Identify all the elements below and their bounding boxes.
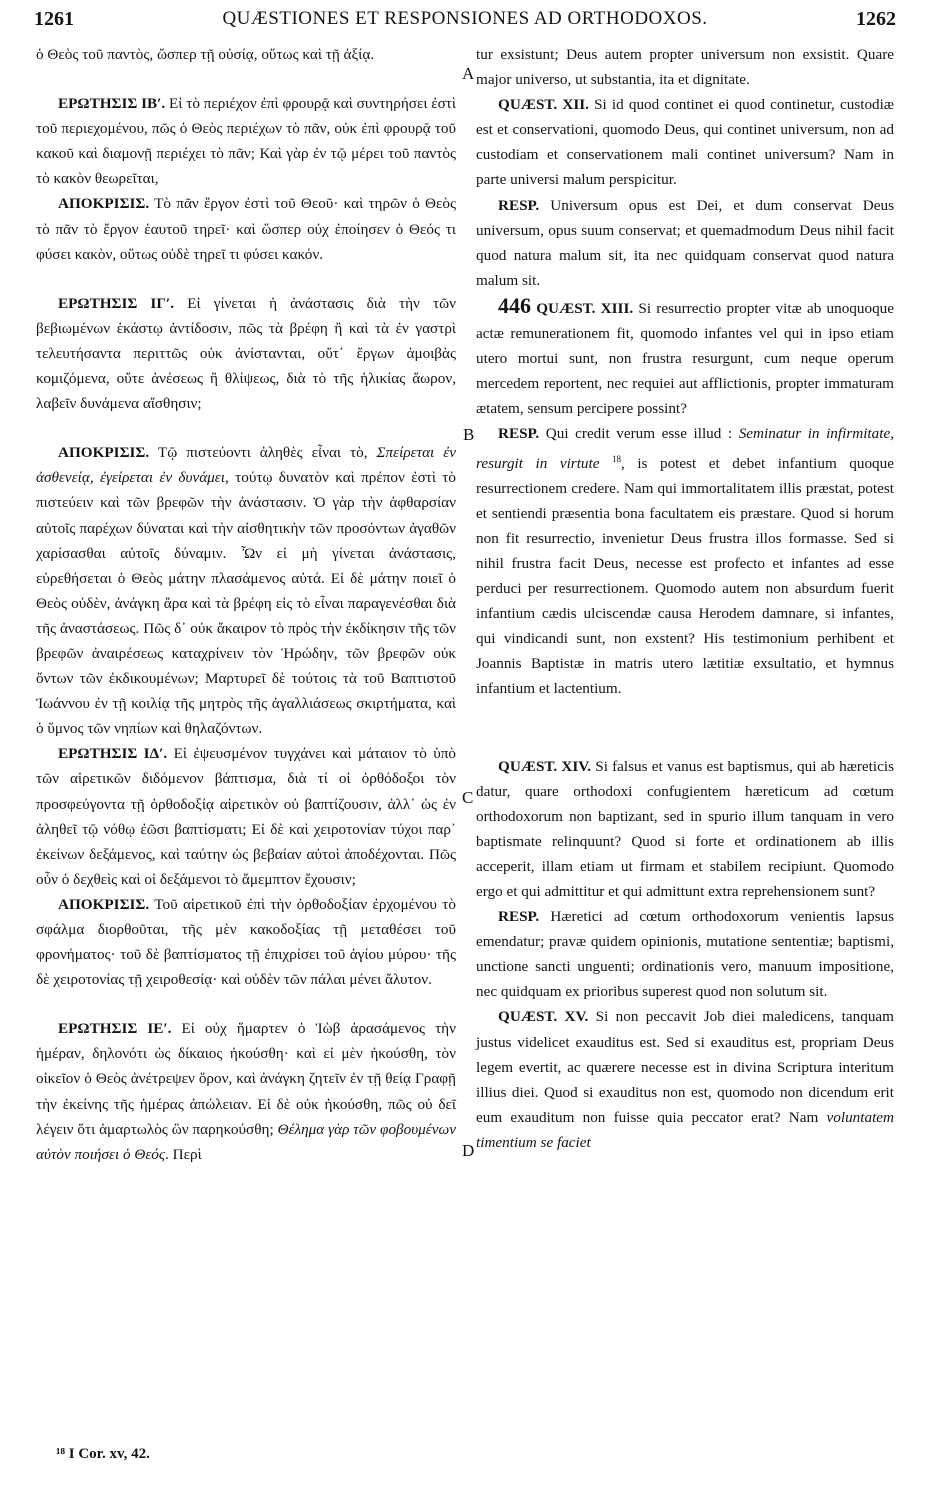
latin-question-13 [476, 293, 894, 421]
greek-text: ὁ Θεὸς τοῦ παντὸς, ὥσπερ τῇ οὐσίᾳ, οὕτως καὶ τῇ ἀξίᾳ. [36, 46, 375, 63]
latin-text: tur exsistunt; Deus autem propter universum non exsistit. Quare major universo, ut substantia, ita et dignitate. [476, 46, 894, 89]
answer-text: Universum opus est Dei, et dum conservat Deus universum, opus suum conservat; et quemadmodum Deus nihil facit quod natura malum sit, ita nec quidquam conservat quod natura malum sit. [476, 196, 894, 289]
latin-question-15 [476, 1004, 894, 1155]
greek-answer-14 [36, 892, 456, 992]
question-text: Si resurrectio propter vitæ ab unoquoque actæ remunerationem fit, quomodo infantes vel qui in ipso etiam utero mortui sunt, non frustra resurgunt, cum neque operum mercedem reportent, nec requiei aut afflictionis, propter immaturam ætatem, sensum percipere possint? [476, 299, 895, 418]
column-number: 446 [498, 292, 531, 318]
footnote-ref: 18 [612, 453, 622, 464]
answer-text: , τούτῳ δυνατὸν καὶ πρέπον ἐστὶ τὸ πιστεύειν καὶ τῶν βρεφῶν τὴν ἀνάστασιν. Ὁ γὰρ τὴν ἀφθαρσίαν αὐτοῖς παρέχων δύναται καὶ τὴν αἰσθητικὴν τῶν προσόντων ἀγαθῶν χαρίσασθαι αὐτοῖς δύναμιν. Ὧν εἰ μὴ γίνεται ἀνάστασις, εὑρεθήσεται ὁ Θεὸς μάτην πλασάμενος αὐτά. Εἰ δὲ μάτην ποιεῖ ὁ Θεὸς οὐδὲν, ἀνάγκη ἄρα καὶ τὰ βρέφη εἰς τὸ εἶναι παραγενέσθαι διὰ τῆς ἀναστάσεως. Πῶς δ᾽ οὐκ ἄκαιρον τὸ πρὸς τὴν ἐκδίκησιν τῆς τῶν βρεφῶν ἀναιρέσεως καταχρίνειν τὸν Ἡρώδην, τῶν βρεφῶν οὐκ ὄντων τῶν ἐκδικουμένων; Μαρτυρεῖ δὲ τούτοις τὰ τοῦ Βαπτιστοῦ Ἰωάννου ἐν τῇ κοιλίᾳ τῆς μητρὸς τῆς ἀγαλλιάσεως σκιρτήματα, καὶ ὁ ὕμνος τῶν νηπίων καὶ θηλαζόντων. [36, 469, 456, 738]
scripture-quote: Θέλημα γὰρ τῶν φοβουμένων αὐτὸν ποιήσει ὁ Θεός [36, 1120, 456, 1163]
question-text: Si id quod continet ei quod continetur, custodiæ est et conservationi, quomodo Deus, qui continet universum, non ad custodiam et conservationem mali continet universum? Nam in parte universi malum perspicitur. [476, 96, 894, 189]
answer-text: Τοῦ αἱρετικοῦ ἐπὶ τὴν ὀρθοδοξίαν ἐρχομένου τὸ σφάλμα διορθοῦται, τῆς μὲν κακοδοξίας τῇ μεταθέσει τοῦ φρονήματος· τοῦ δὲ βαπτίσματος τῇ ἐπιχρίσει τοῦ ἁγίου μύρου· τῆς δὲ χειροτονίας τῇ χειροθεσίᾳ· καὶ οὐδὲν τῶν πάλαι μένει ἄλυτον. [36, 895, 456, 989]
latin-question-12 [476, 92, 894, 192]
greek-answer-13 [36, 440, 456, 741]
greek-question-14 [36, 741, 456, 892]
question-text: Si non peccavit Job diei maledicens, tanquam justus videlicet exauditus est. Sed si exauditus est, propriam Deus legem evertit, ac quærere necesse est in divina Scriptura interitum illius diei. Quod si exauditus non est, quomodo non dicendum erit eum exauditum non fuisse quia peccator erat? Nam [476, 1008, 894, 1126]
answer-heading: RESP. [498, 425, 540, 443]
answer-text: , is potest et debet infantium quoque resurrectionem credere. Nam qui immortalitatem illis præstat, potest et sentiendi præsentia bona facultatem eis præstare. Quod si horum non fit resurrectio, invenietur Deus frustra illos formasse. Sed si nihil frustra facit Deus, necesse est profecto et infantes ad esse perduci per resurrectionem. Quomodo autem non absurdum fuerit infantium cædis ulciscendæ causa Herodem damnare, si infantes, qui vindicandi sunt, non exstent? His testimonium perhibent et Joannis Baptistæ in matris utero lætitiæ exsultatio, et hymnus infantium et lactentium. [476, 454, 894, 698]
margin-letter-b: B [463, 425, 475, 444]
question-text: Εἰ ἐψευσμένον τυγχάνει καὶ μάταιον τὸ ὑπὸ τῶν αἱρετικῶν διδόμενον βάπτισμα, διὰ τί οἱ ὀρθόδοξοι τὸν προσφεύγοντα τῇ ὀρθοδοξίᾳ αἱρετικὸν οὐ βαπτίζουσιν, ἀλλ᾽ ὡς ἐν ἀληθεῖ τῷ νόθῳ ἐῶσι βαπτίσματι; Εἰ δὲ καὶ χειροτονίαν τύχοι παρ᾽ ἐκείνων δεξάμενος, καὶ ταύτην ὡς βεβαίαν αὐτοὶ ἀποδέχονται. Πῶς οὖν ὁ δεχθεὶς καὶ οἱ δεξάμενοι τὸ ἄμεμπτον ἔχουσιν; [36, 745, 456, 888]
footnote: ¹⁸ I Cor. xv, 42. [56, 1446, 150, 1462]
latin-paragraph [476, 42, 894, 92]
question-heading: ΕΡΩΤΗΣΙΣ ΙΓʹ. [58, 294, 175, 312]
question-text: Εἰ γίνεται ἡ ἀνάστασις διὰ τὴν τῶν βεβιωμένων ἑκάστῳ ἀντίδοσιν, πῶς τὰ βρέφη ἢ καὶ τὰ ἐν γαστρὶ τελευτήσαντα περιττῶς οὐκ ἀνίστανται, οὔτ᾽ ἔργων ἀμοιβὰς κομιζόμενα, οὔτε ἀνέσεως ἢ θλίψεως, διὰ τὸ τῆς ἡλικίας ἄωρον, λαβεῖν δυνάμενα αἴσθησιν; [36, 294, 456, 413]
answer-heading: ΑΠΟΚΡΙΣΙΣ. [58, 195, 150, 213]
latin-answer-13 [476, 421, 894, 701]
question-heading: QUÆST. XIV. [498, 757, 592, 775]
question-text: Εἰ τὸ περιέχον ἐπὶ φρουρᾷ καὶ συντηρήσει ἐστὶ τοῦ περιεχομένου, πῶς ὁ Θεὸς περιέχων τὸ πᾶν, οὐκ ἐπὶ φρουρᾷ τοῦ κακοῦ καὶ διαμονῇ περιέχει τὸ πᾶν; Καὶ γὰρ ἐν τῷ μέρει τοῦ παντὸς τὸ κακὸν θεωρεῖται, [36, 95, 456, 188]
question-heading: QUÆST. XV. [498, 1008, 589, 1026]
answer-text: Τὸ πᾶν ἔργον ἐστὶ τοῦ Θεοῦ· καὶ τηρῶν ὁ Θεὸς τὸ πᾶν τὸ ἔργον ἑαυτοῦ τηρεῖ· καὶ ὥσπερ οὐχ ἐποίησεν ὁ Θεός τι φύσει κακὸν, οὕτως οὐδὲ τηρεῖ τι φύσει κακόν. [36, 195, 456, 263]
greek-question-12 [36, 91, 456, 191]
greek-question-15 [36, 1016, 456, 1167]
page-header [34, 8, 896, 38]
question-text: Εἰ οὐχ ἥμαρτεν ὁ Ἰὼβ ἀρασάμενος τὴν ἡμέραν, δηλονότι ὡς δίκαιος ἠκούσθη· καὶ εἰ μὲν ἠκούσθη, τὸν οἰκεῖον ὁ Θεὸς ἀνέτρεψεν ὅρον, καὶ ἀνάγκη ζητεῖν ἐν τῇ θείᾳ Γραφῇ τὴν ἐκείνης τῆς ἡμέρας ἀπώλειαν. Εἰ δὲ οὐκ ἠκούσθη, πῶς οὐ δεῖ λέγειν ὅτι ἁμαρτωλὸς ὢν παρηκούσθη; [36, 1020, 456, 1138]
question-text-tail: . Περὶ [165, 1145, 202, 1163]
margin-letter-d: D [462, 1141, 475, 1160]
latin-answer-14 [476, 904, 894, 1004]
answer-text: Hæretici ad cœtum orthodoxorum venientis lapsus emendatur; pravæ quidem opinionis, mutatione sententiæ; baptismi, unctione sancti unguenti; ordinationis vero, manuum impositione, nec quidquam ex prioribus superest quod non solutum sit. [476, 908, 894, 1001]
scripture-quote: voluntatem timentium se faciet [476, 1108, 894, 1151]
page-number-left: 1261 [34, 8, 74, 30]
answer-heading: RESP. [498, 196, 540, 214]
latin-question-14 [476, 754, 894, 905]
answer-heading: ΑΠΟΚΡΙΣΙΣ. [58, 444, 150, 462]
greek-paragraph [36, 42, 456, 67]
answer-text-start: Qui credit verum esse illud : [539, 425, 739, 443]
page-number-right: 1262 [856, 8, 896, 30]
latin-column [476, 42, 894, 1155]
question-heading: ΕΡΩΤΗΣΙΣ ΙΒʹ. [58, 95, 166, 113]
scripture-quote: Seminatur in infirmitate, resurgit in virtute [476, 425, 894, 472]
running-title: QUÆSTIONES ET RESPONSIONES AD ORTHODOXOS. [222, 8, 708, 29]
question-heading: ΕΡΩΤΗΣΙΣ ΙΔʹ. [58, 745, 168, 763]
margin-letter-c: C [462, 788, 474, 807]
answer-heading: RESP. [498, 908, 540, 926]
question-heading: ΕΡΩΤΗΣΙΣ ΙΕʹ. [58, 1020, 172, 1038]
question-heading: QUÆST. XIII. [536, 299, 634, 317]
question-text: Si falsus et vanus est baptismus, qui ab hæreticis datur, quare orthodoxi confugientem hæreticum ad cœtum orthodoxorum non baptizant, sed in spurio illum tanquam in vero baptismate relinquunt? Quod si forte et ordinationem ab illis acceperit, illam etiam ut firmam et stabilem recipiunt. Quomodo ergo et qui admittitur et qui admittunt extra reprehensionem sunt? [476, 757, 894, 900]
greek-answer-12 [36, 191, 456, 266]
scripture-quote: Σπείρεται ἐν ἀσθενείᾳ, ἐγείρεται ἐν δυνάμει [36, 444, 456, 487]
answer-text-start: Τῷ πιστεύοντι ἀληθὲς εἶναι τὸ, [149, 444, 377, 462]
margin-letter-a: A [462, 64, 475, 83]
greek-question-13 [36, 291, 456, 416]
greek-column [36, 42, 456, 1167]
latin-answer-12 [476, 193, 894, 293]
question-heading: QUÆST. XII. [498, 96, 589, 114]
answer-heading: ΑΠΟΚΡΙΣΙΣ. [58, 895, 150, 913]
